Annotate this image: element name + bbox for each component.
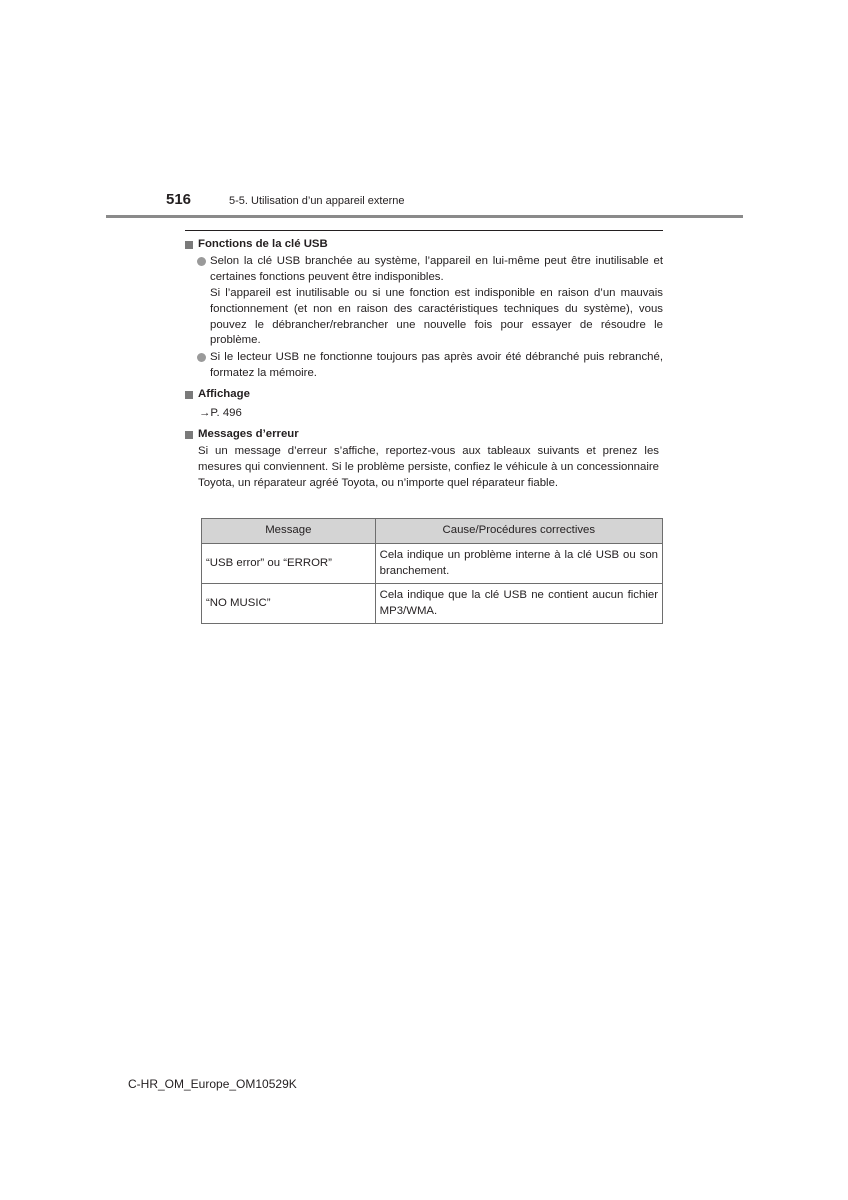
usb-functions-heading [185, 237, 663, 253]
round-bullet-icon [197, 257, 206, 266]
bullet-text: Si l’appareil est inutilisable ou si une fonction est indisponible en raison d’un mauvais fonctionnement (et non en raison des caractéristiques techniques du système), vous pouvez le débrancher/rebrancher une nouvelle fois pour essayer de résoudre le problème. [210, 286, 663, 347]
table-header-row [202, 519, 663, 544]
error-table [201, 518, 663, 624]
table-row [202, 544, 663, 584]
list-item [197, 350, 663, 382]
square-bullet-icon [185, 431, 193, 439]
heading-text: Affichage [198, 388, 250, 401]
main-content [185, 237, 663, 492]
page-number: 516 [166, 191, 192, 208]
content-divider [185, 230, 663, 231]
header-divider [106, 215, 743, 218]
error-messages-heading [185, 427, 663, 443]
display-heading [185, 387, 663, 403]
table-cell-cause: Cela indique que la clé USB ne contient aucun fichier MP3/WMA. [375, 584, 662, 624]
table-cell-message: “USB error” ou “ERROR” [202, 544, 376, 584]
footer-code: C-HR_OM_Europe_OM10529K [128, 1077, 297, 1091]
heading-text: Fonctions de la clé USB [198, 238, 328, 250]
page-reference: →P. 496 [199, 407, 242, 420]
table-cell-cause: Cela indique un problème interne à la clé USB ou son branchement. [375, 544, 662, 584]
square-bullet-icon [185, 391, 193, 399]
list-item [197, 254, 663, 349]
table-row [202, 584, 663, 624]
bullet-text: Selon la clé USB branchée au système, l’appareil en lui-même peut être inutilisable et certaines fonctions peuvent être indisponibles. [210, 254, 663, 283]
column-header: Message [202, 519, 376, 544]
error-intro-paragraph: Si un message d’erreur s’affiche, reportez-vous aux tableaux suivants et prenez les mesures qui conviennent. Si le problème persiste, confiez le véhicule à un concessionnaire Toyota, un réparateur agréé Toyota, ou n’importe quel réparateur fiable. [198, 444, 659, 489]
heading-text: Messages d’erreur [198, 427, 299, 440]
square-bullet-icon [185, 241, 193, 249]
table-cell-message: “NO MUSIC” [202, 584, 376, 624]
bullet-text: Si le lecteur USB ne fonctionne toujours pas après avoir été débranché puis rebranché, formatez la mémoire. [210, 351, 663, 380]
section-title: 5-5. Utilisation d’un appareil externe [229, 195, 405, 207]
column-header: Cause/Procédures correctives [375, 519, 662, 544]
round-bullet-icon [197, 353, 206, 362]
